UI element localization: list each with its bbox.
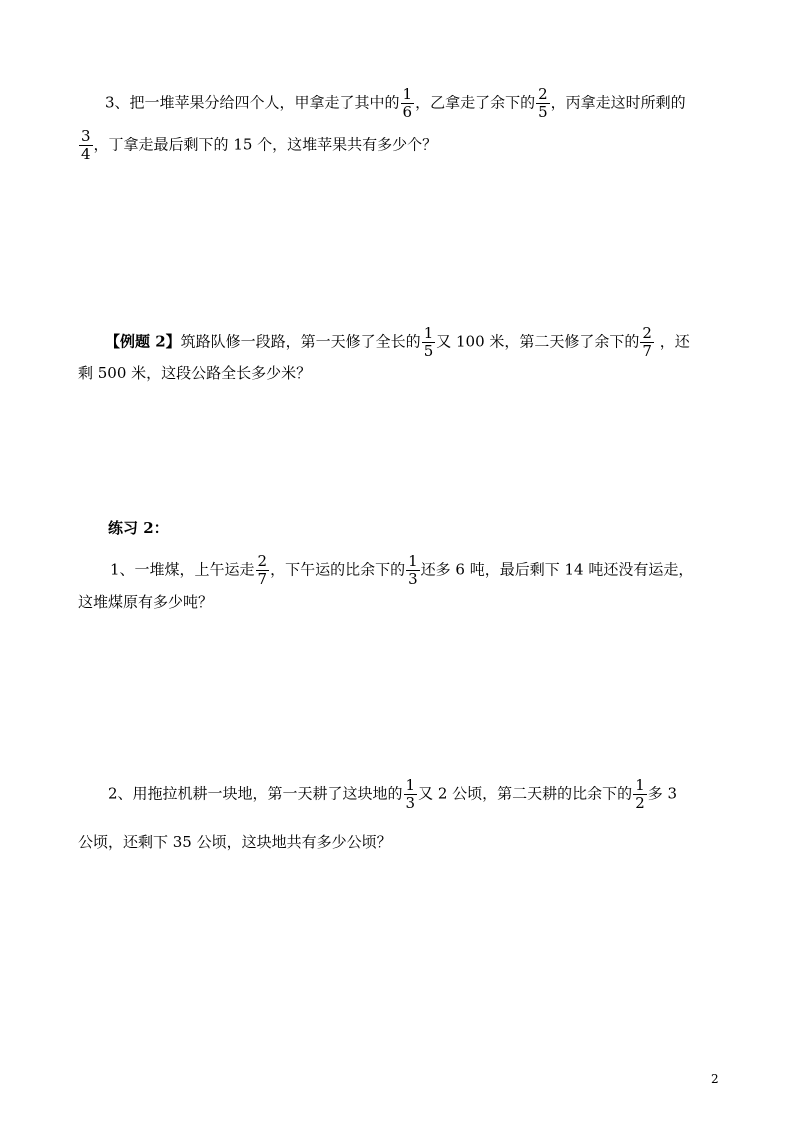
practice-q2-text-b: 又 2 公顷，第二天耕的比余下的 — [418, 784, 633, 803]
fraction: $\frac{2}{7}$ — [257, 552, 268, 588]
practice-q2-line-1 — [108, 777, 677, 812]
example-2-label: 【例题 2】 — [105, 332, 181, 351]
problem-3-text-b: ，乙拿走了余下的 — [415, 93, 536, 112]
practice-q2-text-a: 2、用拖拉机耕一块地，第一天耕了这块地的 — [108, 784, 403, 803]
fraction: $\frac{1}{6}$ — [402, 85, 413, 121]
fraction: $\frac{1}{3}$ — [408, 552, 418, 588]
example-2-text-b: 又 100 米，第二天修了余下的 — [436, 332, 640, 351]
fraction: $\frac{2}{7}$ — [642, 324, 652, 360]
fraction: $\frac{1}{3}$ — [405, 776, 416, 812]
example-2-text-d: 剩 500 米，这段公路全长多少米？ — [78, 364, 312, 382]
practice-2-title: 练习 2： — [108, 519, 169, 537]
example-2-text-a: 筑路队修一段路，第一天修了全长的 — [180, 332, 421, 351]
example-2-text-c: ，还 — [654, 332, 690, 351]
practice-q2-text-d: 公顷，还剩下 35 公顷，这块地共有多少公顷？ — [78, 833, 392, 851]
practice-q2-line-2 — [78, 832, 392, 852]
fraction: $\frac{3}{4}$ — [81, 127, 91, 163]
practice-q1-text-c: 还多 6 吨，最后剩下 14 吨还没有运走， — [420, 560, 694, 579]
example-2-line-1 — [105, 325, 690, 360]
practice-q2-text-c: 多 3 — [647, 784, 678, 803]
problem-3-text-a: 3、把一堆苹果分给四个人，甲拿走了其中的 — [105, 93, 400, 112]
fraction: $\frac{1}{5}$ — [423, 324, 434, 360]
example-2-line-2 — [78, 363, 311, 383]
fraction: $\frac{2}{5}$ — [538, 85, 548, 121]
practice-q1-line-1 — [110, 553, 693, 588]
page-number: 2 — [711, 1072, 719, 1086]
fraction: $\frac{1}{2}$ — [635, 776, 645, 812]
problem-3-line-2 — [78, 128, 437, 163]
problem-3-text-d: ，丁拿走最后剩下的 15 个，这堆苹果共有多少个？ — [93, 135, 438, 154]
practice-q1-line-2 — [78, 592, 213, 612]
practice-q1-text-d: 这堆煤原有多少吨？ — [78, 593, 214, 611]
problem-3-line-1 — [105, 86, 686, 121]
practice-q1-text-b: ，下午运的比余下的 — [270, 560, 406, 579]
practice-q1-text-a: 1、一堆煤，上午运走 — [110, 560, 255, 579]
problem-3-text-c: ，丙拿走这时所剩的 — [550, 93, 686, 112]
